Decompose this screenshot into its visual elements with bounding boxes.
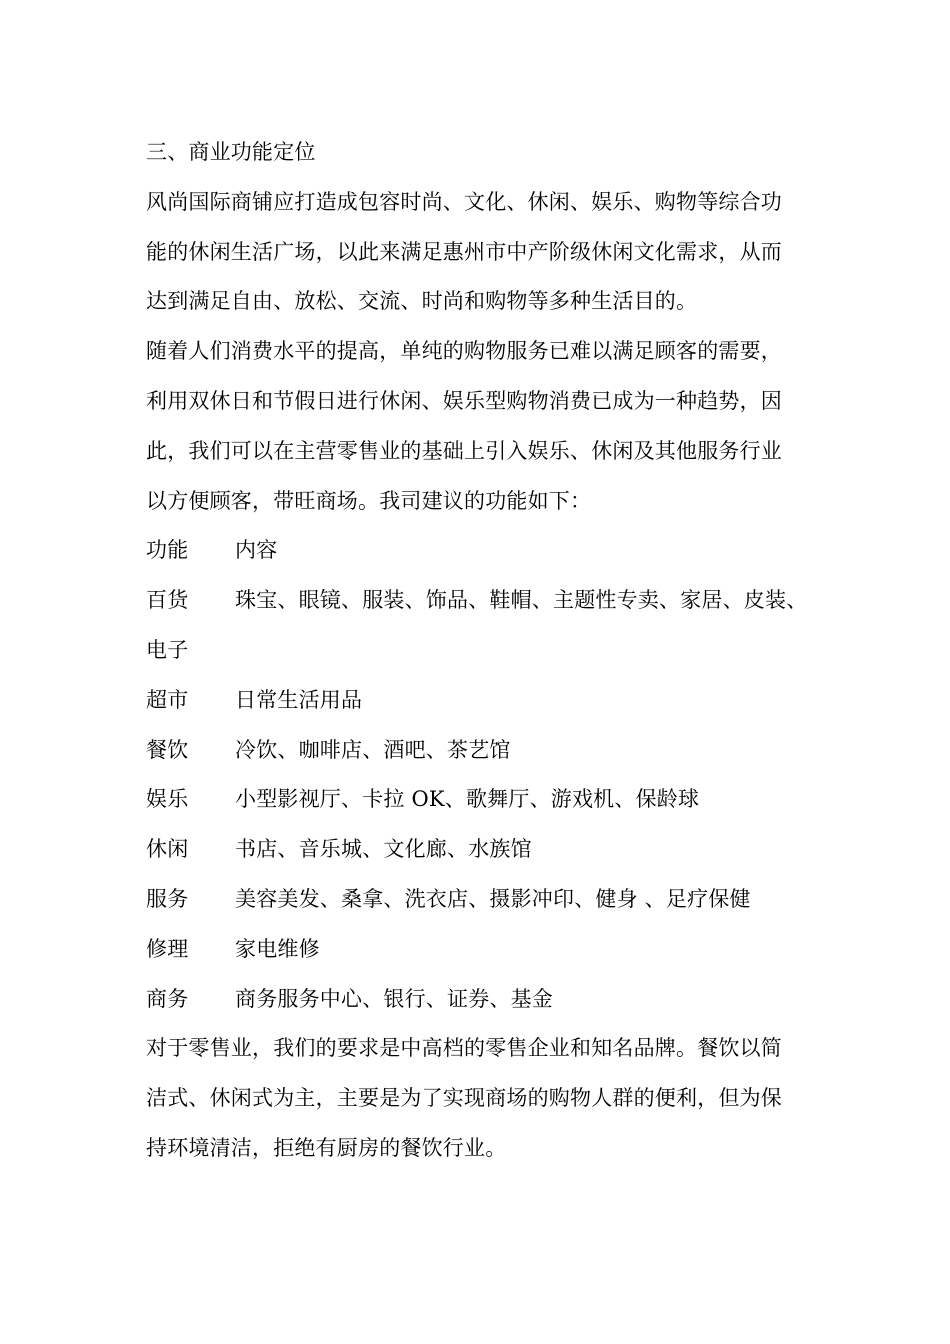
table-row [146,681,846,731]
section-heading: 三、商业功能定位 [146,140,316,164]
row-function: 超市 [146,687,189,712]
row-content: 书店、音乐城、文化廊、水族馆 [235,837,532,862]
header-content: 内容 [235,538,278,563]
rationale-paragraph [146,332,846,531]
row-function: 修理 [146,936,189,961]
paragraph-line: 能的休闲生活广场，以此来满足惠州市中产阶级休闲文化需求，从而 [146,239,782,264]
row-content: 商务服务中心、银行、证券、基金 [235,986,553,1011]
table-row [146,780,846,830]
row-content: 冷饮、咖啡店、酒吧、茶艺馆 [235,737,511,762]
table-row [146,980,846,1030]
row-continuation: 电子 [146,637,189,662]
row-content: 日常生活用品 [235,687,363,712]
table-header-row [146,531,846,581]
paragraph-line: 随着人们消费水平的提高，单纯的购物服务已难以满足顾客的需要， [146,339,782,364]
paragraph-line: 达到满足自由、放松、交流、时尚和购物等多种生活目的。 [146,289,698,314]
table-row [146,581,846,631]
header-function: 功能 [146,538,189,563]
paragraph-line: 洁式、休闲式为主，主要是为了实现商场的购物人群的便利，但为保 [146,1086,782,1111]
paragraph-line: 对于零售业，我们的要求是中高档的零售企业和知名品牌。餐饮以简 [146,1036,782,1061]
row-function: 餐饮 [146,737,189,762]
row-content: 小型影视厅、卡拉 OK、歌舞厅、游戏机、保龄球 [235,787,700,812]
paragraph-line: 持环境清洁，拒绝有厨房的餐饮行业。 [146,1135,507,1160]
function-table [146,531,846,1029]
intro-paragraph [146,183,846,332]
row-content: 珠宝、眼镜、服装、饰品、鞋帽、主题性专卖、家居、皮装、 [235,588,808,613]
row-function: 服务 [146,886,189,911]
paragraph-line: 此，我们可以在主营零售业的基础上引入娱乐、休闲及其他服务行业 [146,438,782,463]
table-row [146,930,846,980]
document-body [146,133,846,1179]
row-function: 商务 [146,986,189,1011]
row-function: 百货 [146,588,189,613]
row-content: 美容美发、桑拿、洗衣店、摄影冲印、健身 、足疗保健 [235,886,751,911]
row-function: 休闲 [146,837,189,862]
paragraph-line: 风尚国际商铺应打造成包容时尚、文化、休闲、娱乐、购物等综合功 [146,189,782,214]
row-content: 家电维修 [235,936,320,961]
table-row [146,830,846,880]
paragraph-line: 以方便顾客，带旺商场。我司建议的功能如下： [146,488,592,513]
closing-paragraph [146,1029,846,1178]
row-function: 娱乐 [146,787,189,812]
table-row [146,731,846,781]
paragraph-line: 利用双休日和节假日进行休闲、娱乐型购物消费已成为一种趋势，因 [146,388,782,413]
table-row [146,880,846,930]
